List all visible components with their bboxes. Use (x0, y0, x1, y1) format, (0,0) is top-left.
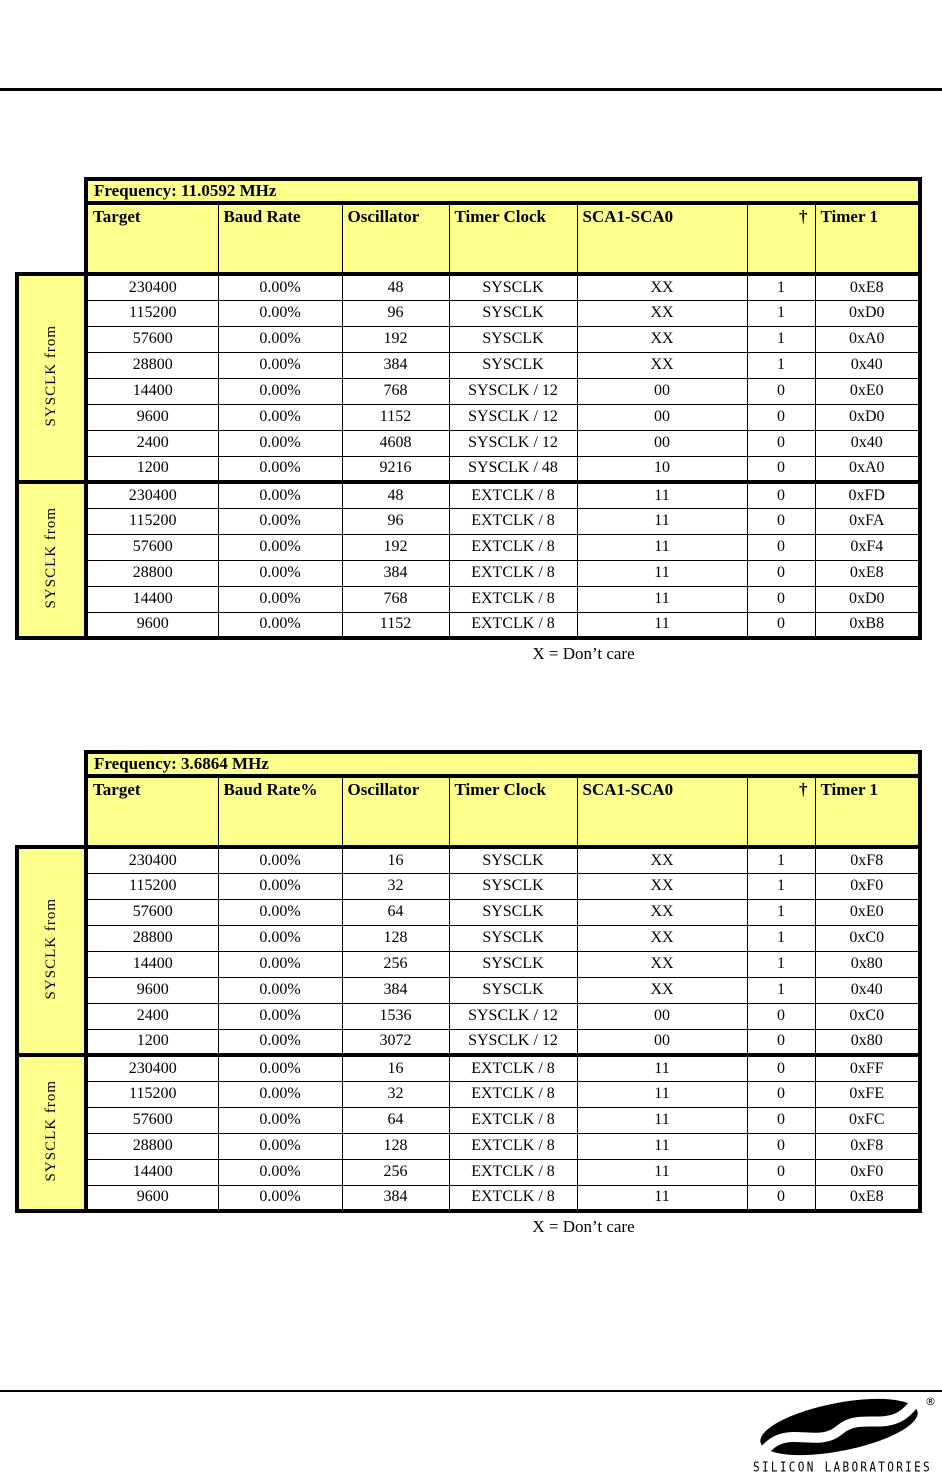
table-cell: 0.00% (218, 1081, 342, 1107)
column-header-row (17, 203, 920, 274)
table-cell: 11 (577, 1055, 747, 1081)
table-cell: SYSCLK / 12 (449, 430, 577, 456)
table-cell: 0.00% (218, 899, 342, 925)
table-cell: 0.00% (218, 925, 342, 951)
table-cell: 64 (342, 899, 449, 925)
table-cell: 28800 (86, 352, 218, 378)
table-row (17, 977, 920, 1003)
table-row (17, 847, 920, 873)
table-row (17, 352, 920, 378)
table-cell: 0x80 (815, 1029, 920, 1055)
table-cell: 0.00% (218, 1185, 342, 1211)
baud-rate-table-3mhz (15, 750, 922, 1213)
silicon-labs-logo (753, 1397, 942, 1479)
side-label-text: SYSCLK from (43, 506, 59, 609)
table-cell: 48 (342, 274, 449, 300)
table-cell: 128 (342, 925, 449, 951)
table-cell: 28800 (86, 925, 218, 951)
spacer-cell (17, 203, 86, 274)
top-rule (0, 88, 942, 91)
table-cell: 0xFD (815, 482, 920, 508)
column-header: SCA1-SCA0 (577, 203, 747, 274)
baud-rate-table-11mhz (15, 177, 922, 640)
table-cell: 14400 (86, 586, 218, 612)
table-row (17, 1055, 920, 1081)
table-cell: 0 (747, 1133, 815, 1159)
table-cell: 57600 (86, 1107, 218, 1133)
column-header: SCA1-SCA0 (577, 776, 747, 847)
table-cell: 1200 (86, 456, 218, 482)
column-header: Oscillator (342, 203, 449, 274)
table-cell: 0.00% (218, 508, 342, 534)
section-side-label (17, 1055, 86, 1211)
table-row (17, 1185, 920, 1211)
table-cell: 230400 (86, 1055, 218, 1081)
table-cell: 230400 (86, 847, 218, 873)
table-cell: 32 (342, 873, 449, 899)
table-footnote: X = Don’t care (532, 1217, 635, 1236)
table-cell: 11 (577, 534, 747, 560)
table-cell: SYSCLK (449, 925, 577, 951)
table-cell: 0.00% (218, 847, 342, 873)
table-cell: 115200 (86, 300, 218, 326)
table-cell: EXTCLK / 8 (449, 560, 577, 586)
table-cell: SYSCLK (449, 899, 577, 925)
table-cell: EXTCLK / 8 (449, 1107, 577, 1133)
table-cell: 0 (747, 430, 815, 456)
table-cell: 00 (577, 430, 747, 456)
table-cell: 0xA0 (815, 456, 920, 482)
table-cell: 0 (747, 1003, 815, 1029)
table-cell: 11 (577, 482, 747, 508)
table-row (17, 925, 920, 951)
table-cell: 0 (747, 1159, 815, 1185)
spacer-cell (17, 752, 86, 776)
table-cell: 256 (342, 1159, 449, 1185)
table-cell: 0 (747, 508, 815, 534)
table-cell: 0xE8 (815, 560, 920, 586)
table-cell: 192 (342, 534, 449, 560)
table-cell: 2400 (86, 430, 218, 456)
table-cell: SYSCLK / 12 (449, 404, 577, 430)
table-cell: 0 (747, 456, 815, 482)
table-cell: 0 (747, 1185, 815, 1211)
table-cell: SYSCLK / 48 (449, 456, 577, 482)
table-cell: EXTCLK / 8 (449, 508, 577, 534)
table-cell: 11 (577, 560, 747, 586)
column-header: Baud Rate% (218, 776, 342, 847)
table-cell: SYSCLK (449, 873, 577, 899)
table-cell: 11 (577, 1185, 747, 1211)
table-cell: XX (577, 951, 747, 977)
table-cell: 0 (747, 1081, 815, 1107)
table-cell: EXTCLK / 8 (449, 1055, 577, 1081)
table-cell: 14400 (86, 951, 218, 977)
table-cell: XX (577, 352, 747, 378)
table-cell: 0.00% (218, 1159, 342, 1185)
table-cell: 0.00% (218, 430, 342, 456)
table-cell: 0xB8 (815, 612, 920, 638)
table-cell: 128 (342, 1133, 449, 1159)
table-row (17, 430, 920, 456)
table-cell: 28800 (86, 1133, 218, 1159)
footer-rule (0, 1390, 942, 1392)
table-cell: 768 (342, 378, 449, 404)
table-cell: SYSCLK / 12 (449, 1003, 577, 1029)
table-cell: 0xFE (815, 1081, 920, 1107)
table-cell: 0.00% (218, 873, 342, 899)
table-row (17, 534, 920, 560)
table-cell: 1 (747, 977, 815, 1003)
table-cell: 0.00% (218, 612, 342, 638)
table-cell: 768 (342, 586, 449, 612)
table-cell: 11 (577, 508, 747, 534)
table-cell: 0xF8 (815, 847, 920, 873)
table-cell: 0xD0 (815, 300, 920, 326)
table-row (17, 1159, 920, 1185)
table-cell: 96 (342, 508, 449, 534)
table-cell: 28800 (86, 560, 218, 586)
table-cell: 0 (747, 378, 815, 404)
table-cell: 11 (577, 586, 747, 612)
table-cell: 16 (342, 847, 449, 873)
table-cell: XX (577, 274, 747, 300)
table-cell: 0xFF (815, 1055, 920, 1081)
table-cell: 0x40 (815, 430, 920, 456)
table-cell: 9600 (86, 404, 218, 430)
table-cell: 0.00% (218, 274, 342, 300)
table-cell: 10 (577, 456, 747, 482)
section-side-label (17, 274, 86, 482)
table-row (17, 873, 920, 899)
table-cell: 1200 (86, 1029, 218, 1055)
table-cell: 0 (747, 404, 815, 430)
table-cell: 57600 (86, 899, 218, 925)
table-cell: XX (577, 873, 747, 899)
table-cell: 11 (577, 1107, 747, 1133)
table-cell: 32 (342, 1081, 449, 1107)
table-cell: 0 (747, 560, 815, 586)
table-cell: 64 (342, 1107, 449, 1133)
table-cell: XX (577, 899, 747, 925)
frequency-row (17, 752, 920, 776)
table-cell: SYSCLK / 12 (449, 378, 577, 404)
spacer-cell (17, 776, 86, 847)
table-cell: 1 (747, 352, 815, 378)
table-cell: 0.00% (218, 1133, 342, 1159)
table-cell: 11 (577, 1081, 747, 1107)
frequency-label: Frequency: 11.0592 MHz (86, 179, 920, 203)
table-cell: 0 (747, 612, 815, 638)
table-cell: 57600 (86, 534, 218, 560)
table-cell: 0xFC (815, 1107, 920, 1133)
column-header: Timer Clock (449, 776, 577, 847)
table-cell: 0xA0 (815, 326, 920, 352)
table-cell: 1 (747, 873, 815, 899)
table-cell: 57600 (86, 326, 218, 352)
frequency-label: Frequency: 3.6864 MHz (86, 752, 920, 776)
table-cell: 0.00% (218, 456, 342, 482)
column-header: † (747, 203, 815, 274)
table-cell: 0xE0 (815, 899, 920, 925)
table-cell: 48 (342, 482, 449, 508)
table-cell: EXTCLK / 8 (449, 586, 577, 612)
table-cell: 1 (747, 899, 815, 925)
table-cell: 0.00% (218, 534, 342, 560)
column-header: Oscillator (342, 776, 449, 847)
table-cell: SYSCLK / 12 (449, 1029, 577, 1055)
table-cell: 1152 (342, 612, 449, 638)
table-row (17, 326, 920, 352)
baud-rate-table-block-3mhz (15, 750, 918, 1237)
table-cell: 0.00% (218, 1055, 342, 1081)
section-side-label (17, 482, 86, 638)
table-cell: EXTCLK / 8 (449, 1081, 577, 1107)
section-side-label (17, 847, 86, 1055)
table-cell: 11 (577, 612, 747, 638)
table-cell: 0.00% (218, 977, 342, 1003)
table-cell: 00 (577, 1029, 747, 1055)
table-cell: 9600 (86, 977, 218, 1003)
table-cell: 1 (747, 274, 815, 300)
table-row (17, 1081, 920, 1107)
table-row (17, 482, 920, 508)
column-header: Timer Clock (449, 203, 577, 274)
column-header: Baud Rate (218, 203, 342, 274)
table-cell: 230400 (86, 482, 218, 508)
table-cell: 0 (747, 482, 815, 508)
table-cell: 9600 (86, 612, 218, 638)
table-cell: 11 (577, 1159, 747, 1185)
baud-rate-table-block-11mhz (15, 177, 918, 664)
table-cell: XX (577, 977, 747, 1003)
table-cell: 00 (577, 378, 747, 404)
table-cell: EXTCLK / 8 (449, 1133, 577, 1159)
table-cell: 0 (747, 534, 815, 560)
column-header: Timer 1 (815, 776, 920, 847)
table-cell: 0.00% (218, 352, 342, 378)
table-cell: 0.00% (218, 482, 342, 508)
table-cell: 0.00% (218, 1029, 342, 1055)
table-cell: XX (577, 300, 747, 326)
table-row (17, 1133, 920, 1159)
table-cell: SYSCLK (449, 352, 577, 378)
table-cell: 1152 (342, 404, 449, 430)
table-cell: 96 (342, 300, 449, 326)
table-cell: SYSCLK (449, 274, 577, 300)
table-row (17, 508, 920, 534)
table-row (17, 899, 920, 925)
table-cell: XX (577, 326, 747, 352)
table-cell: XX (577, 847, 747, 873)
table-cell: 0xF8 (815, 1133, 920, 1159)
table-cell: 0.00% (218, 1107, 342, 1133)
registered-trademark: ® (925, 1395, 936, 1408)
side-label-text: SYSCLK from (43, 324, 59, 427)
table-cell: 256 (342, 951, 449, 977)
table-cell: 384 (342, 977, 449, 1003)
table-cell: 00 (577, 1003, 747, 1029)
table-row (17, 456, 920, 482)
table-row (17, 560, 920, 586)
table-cell: 115200 (86, 1081, 218, 1107)
table-cell: XX (577, 925, 747, 951)
table-cell: SYSCLK (449, 326, 577, 352)
table-cell: 384 (342, 560, 449, 586)
table-cell: 0xF0 (815, 873, 920, 899)
table-cell: 0xE8 (815, 274, 920, 300)
table-cell: 0xC0 (815, 925, 920, 951)
table-cell: 0.00% (218, 326, 342, 352)
table-cell: 0x40 (815, 352, 920, 378)
table-row (17, 404, 920, 430)
table-cell: 9600 (86, 1185, 218, 1211)
table-row (17, 612, 920, 638)
table-cell: 0 (747, 1055, 815, 1081)
table-cell: 384 (342, 352, 449, 378)
table-row (17, 274, 920, 300)
table-cell: 0xD0 (815, 404, 920, 430)
table-cell: SYSCLK (449, 977, 577, 1003)
table-cell: 16 (342, 1055, 449, 1081)
table-footnote: X = Don’t care (532, 644, 635, 663)
table-cell: 0.00% (218, 951, 342, 977)
table-cell: 1 (747, 925, 815, 951)
table-cell: EXTCLK / 8 (449, 612, 577, 638)
column-header: † (747, 776, 815, 847)
table-cell: 00 (577, 404, 747, 430)
table-cell: 115200 (86, 873, 218, 899)
table-cell: SYSCLK (449, 847, 577, 873)
table-cell: 0 (747, 586, 815, 612)
table-cell: 3072 (342, 1029, 449, 1055)
table-cell: 11 (577, 1133, 747, 1159)
table-row (17, 1003, 920, 1029)
table-cell: 192 (342, 326, 449, 352)
table-cell: 0.00% (218, 586, 342, 612)
table-cell: EXTCLK / 8 (449, 482, 577, 508)
table-cell: 0.00% (218, 378, 342, 404)
table-cell: 0xE0 (815, 378, 920, 404)
table-cell: 9216 (342, 456, 449, 482)
table-cell: 230400 (86, 274, 218, 300)
table-cell: SYSCLK (449, 951, 577, 977)
column-header-row (17, 776, 920, 847)
table-cell: 2400 (86, 1003, 218, 1029)
table-row (17, 378, 920, 404)
table-cell: 4608 (342, 430, 449, 456)
table-cell: 1536 (342, 1003, 449, 1029)
table-row (17, 586, 920, 612)
table-cell: 0xC0 (815, 1003, 920, 1029)
table-cell: 0.00% (218, 1003, 342, 1029)
table-cell: 14400 (86, 378, 218, 404)
table-cell: 0x40 (815, 977, 920, 1003)
spacer-cell (17, 179, 86, 203)
table-cell: 0 (747, 1029, 815, 1055)
table-cell: 1 (747, 326, 815, 352)
table-cell: 0xF4 (815, 534, 920, 560)
side-label-text: SYSCLK from (43, 1079, 59, 1182)
column-header: Target (86, 776, 218, 847)
table-cell: 0.00% (218, 300, 342, 326)
column-header: Target (86, 203, 218, 274)
table-cell: 0xE8 (815, 1185, 920, 1211)
table-cell: 0 (747, 1107, 815, 1133)
table-cell: 1 (747, 300, 815, 326)
table-cell: 0.00% (218, 560, 342, 586)
table-row (17, 1107, 920, 1133)
table-row (17, 300, 920, 326)
table-cell: 1 (747, 951, 815, 977)
table-row (17, 951, 920, 977)
silicon-labs-wordmark: SILICON LABORATORIES (753, 1459, 933, 1476)
table-cell: 384 (342, 1185, 449, 1211)
table-cell: 14400 (86, 1159, 218, 1185)
column-header: Timer 1 (815, 203, 920, 274)
table-cell: SYSCLK (449, 300, 577, 326)
table-cell: 0xFA (815, 508, 920, 534)
table-cell: 0xF0 (815, 1159, 920, 1185)
table-cell: 0x80 (815, 951, 920, 977)
frequency-row (17, 179, 920, 203)
table-cell: EXTCLK / 8 (449, 1185, 577, 1211)
table-cell: 115200 (86, 508, 218, 534)
table-cell: EXTCLK / 8 (449, 1159, 577, 1185)
table-row (17, 1029, 920, 1055)
silicon-labs-swirl-icon (755, 1398, 923, 1456)
side-label-text: SYSCLK from (43, 897, 59, 1000)
table-cell: 0.00% (218, 404, 342, 430)
table-cell: 0xD0 (815, 586, 920, 612)
table-cell: 1 (747, 847, 815, 873)
table-cell: EXTCLK / 8 (449, 534, 577, 560)
